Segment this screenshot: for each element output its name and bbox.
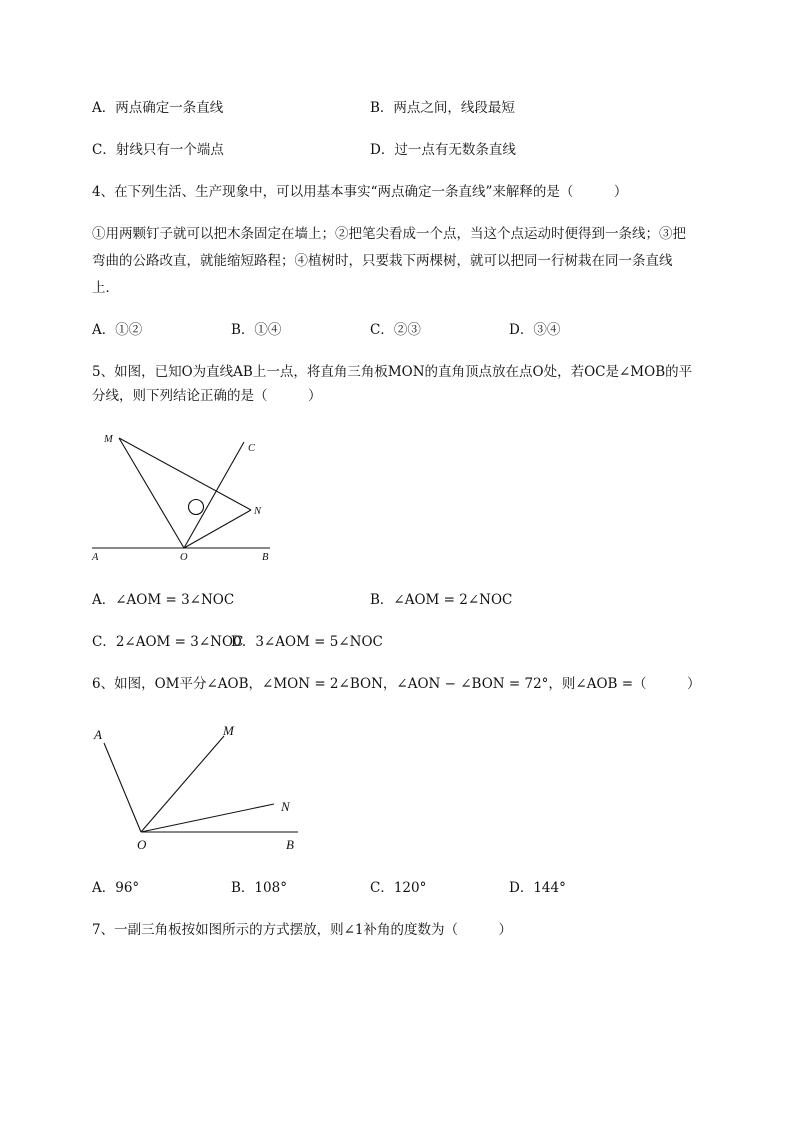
q4-option-d: D．③④	[509, 322, 561, 338]
q6-option-c: C．120°	[370, 880, 427, 896]
q6-label-b: B	[286, 837, 294, 852]
q6-option-d: D．144°	[509, 880, 566, 896]
q5-option-b: B．∠AOM = 2∠NOC	[370, 592, 513, 608]
q5-option-c: C．2∠AOM = 3∠NOC	[92, 634, 244, 650]
q6-label-n: N	[281, 799, 290, 814]
q6-option-b: B．108°	[231, 880, 287, 896]
q5-label-b: B	[262, 552, 269, 563]
q5-stem-line-2: 分线，则下列结论正确的是（ ）	[92, 388, 322, 404]
q6-stem: 6、如图，OM平分∠AOB，∠MON = 2∠BON，∠AON − ∠BON = 72°，则∠AOB =（ ）	[92, 676, 701, 692]
q5-label-o: O	[180, 552, 188, 563]
q6-label-o: O	[137, 837, 147, 852]
q3-option-a: A．两点确定一条直线	[92, 100, 224, 116]
q4-option-c: C．②③	[370, 322, 421, 338]
q6-label-a: A	[94, 727, 102, 742]
q4-stem: 4、在下列生活、生产现象中，可以用基本事实“两点确定一条直线”来解释的是（ ）	[92, 184, 628, 200]
q5-stem-line-1: 5、如图，已知O为直线AB上一点，将直角三角板MON的直角顶点放在点O处，若OC是∠MOB的平	[92, 364, 693, 380]
q5-label-c: C	[248, 443, 256, 454]
q7-stem: 7、一副三角板按如图所示的方式摆放，则∠1补角的度数为（ ）	[92, 922, 512, 938]
q3-option-d: D．过一点有无数条直线	[370, 142, 516, 158]
q6-ray-oa	[104, 743, 141, 832]
q4-body-line-1: ①用两颗钉子就可以把木条固定在墙上；②把笔尖看成一个点，当这个点运动时便得到一条线；③把	[92, 226, 686, 242]
q6-option-a: A．96°	[92, 880, 140, 896]
q4-option-a: A．①②	[92, 322, 143, 338]
q5-option-d: D．3∠AOM = 5∠NOC	[231, 634, 383, 650]
q4-body-line-3: 上．	[92, 280, 119, 296]
q3-option-b: B．两点之间，线段最短	[370, 100, 515, 116]
q4-body-line-2: 弯曲的公路改直，就能缩短路程；④植树时，只要栽下两棵树，就可以把同一行树栽在同一条直线	[92, 253, 673, 269]
q5-label-n: N	[254, 506, 262, 517]
q5-label-a: A	[92, 552, 99, 563]
q3-option-c: C．射线只有一个端点	[92, 142, 224, 158]
q5-label-m: M	[104, 434, 113, 445]
q4-option-b: B．①④	[231, 322, 282, 338]
q6-label-m: M	[223, 723, 234, 738]
q5-option-a: A．∠AOM = 3∠NOC	[92, 592, 235, 608]
